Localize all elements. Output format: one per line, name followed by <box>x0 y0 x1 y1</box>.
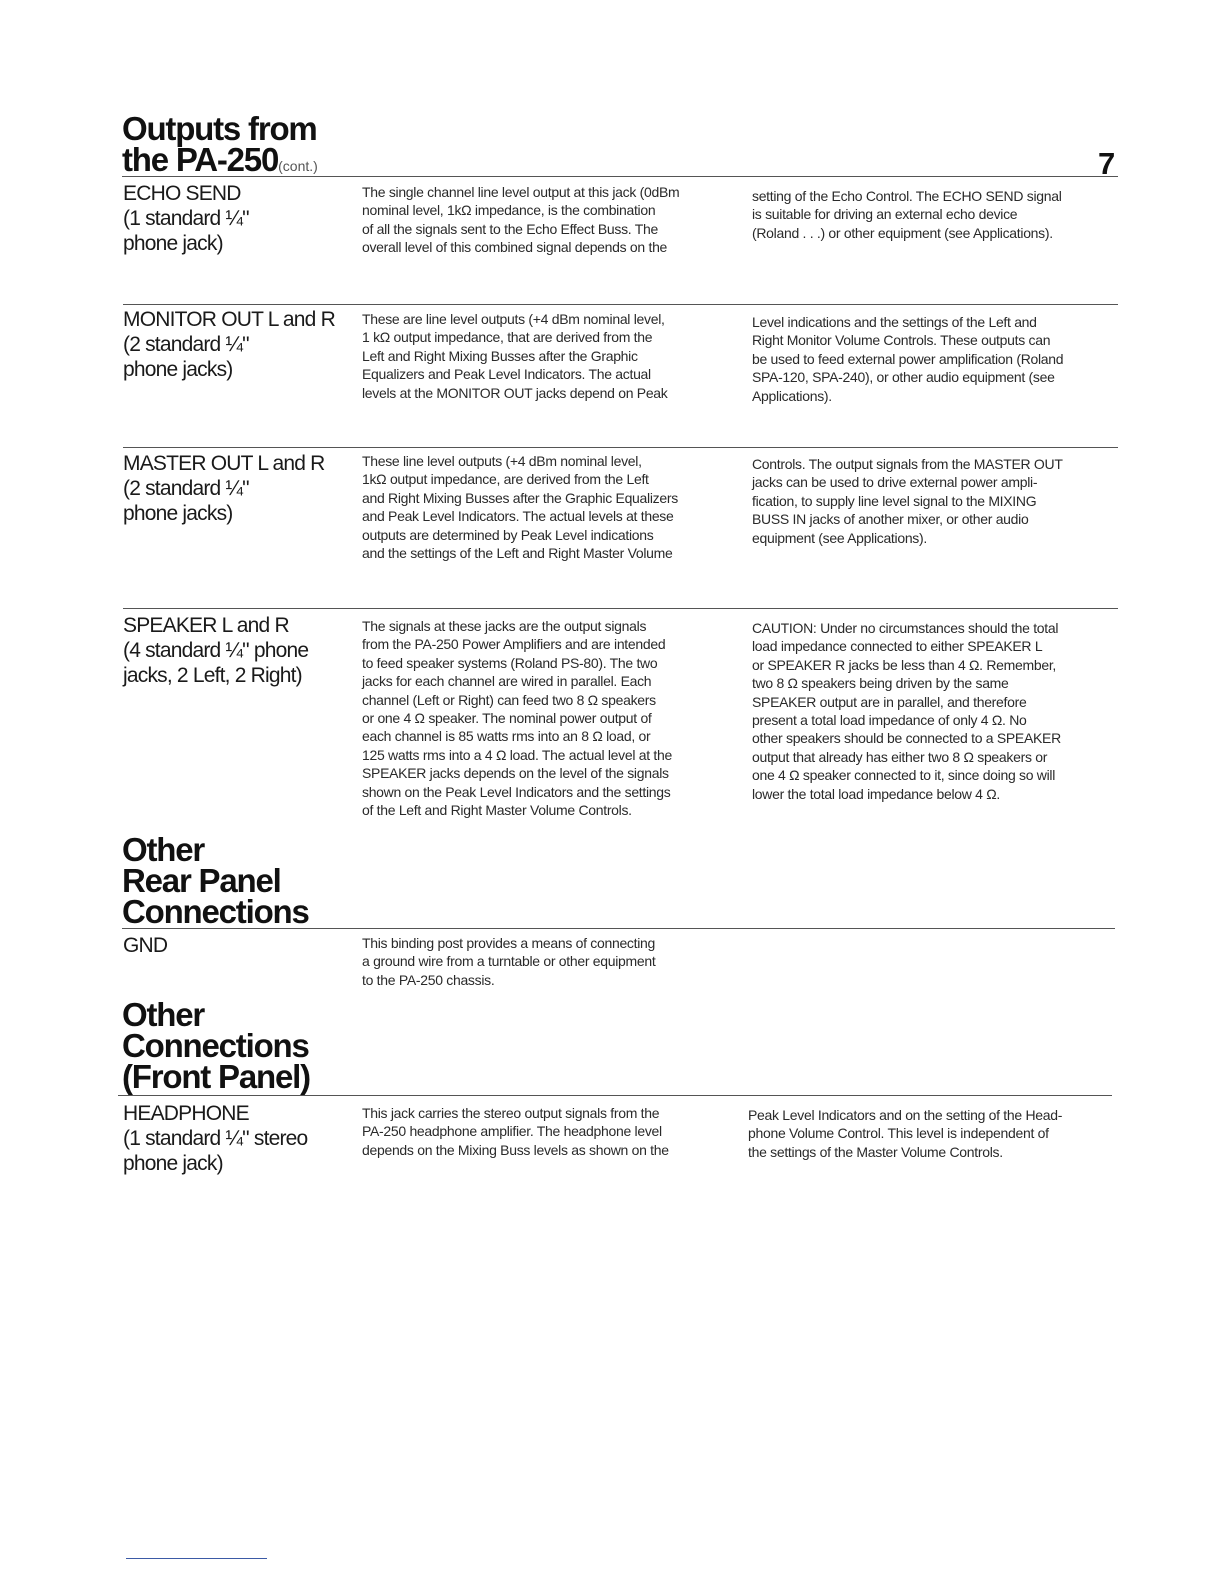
heading-line: Connections <box>122 893 309 930</box>
entry-text-monitor-out-a <box>362 310 668 402</box>
section-heading-other-rear <box>122 831 309 930</box>
text-line: depends on the Mixing Buss levels as shown on the <box>362 1141 669 1158</box>
entry-label-monitor-out <box>123 307 355 382</box>
text-line: Level indications and the settings of the Left and <box>752 314 1037 330</box>
entry-text-speaker-b <box>752 619 1061 803</box>
text-line: of all the signals sent to the Echo Effect Buss. The <box>362 220 658 237</box>
text-line: Equalizers and Peak Level Indicators. The actual <box>362 366 651 383</box>
entry-text-echo-send-a <box>362 183 679 257</box>
text-line: phone Volume Control. This level is independent of <box>748 1125 1049 1142</box>
text-line: nominal level, 1kΩ impedance, is the combination <box>362 202 656 219</box>
text-line: 125 watts rms into a 4 Ω load. The actual level at the <box>362 746 672 763</box>
label-line: MONITOR OUT L and R <box>123 308 335 331</box>
text-line: 1kΩ output impedance, are derived from the Left <box>362 471 649 488</box>
label-line: (2 standard ¼" <box>123 333 249 356</box>
text-line: Controls. The output signals from the MASTER OUT <box>752 456 1063 472</box>
entry-text-echo-send-b <box>752 187 1062 242</box>
text-line: Peak Level Indicators and on the setting of the Head- <box>748 1107 1063 1123</box>
text-line: and Right Mixing Busses after the Graphic Equalizers <box>362 489 678 506</box>
text-line: These are line level outputs (+4 dBm nominal level, <box>362 311 665 327</box>
text-line: 1 kΩ output impedance, that are derived from the <box>362 329 653 346</box>
entry-text-monitor-out-b <box>752 313 1063 405</box>
text-line: outputs are determined by Peak Level indications <box>362 526 654 543</box>
label-line: HEADPHONE <box>123 1102 249 1125</box>
heading-text: the PA-250 <box>122 141 279 178</box>
text-line: or one 4 Ω speaker. The nominal power output of <box>362 710 652 727</box>
text-line: one 4 Ω speaker connected to it, since doing so will <box>752 767 1056 784</box>
section-divider <box>122 928 1115 929</box>
text-line: and Peak Level Indicators. The actual levels at these <box>362 508 674 525</box>
text-line: be used to feed external power amplification (Roland <box>752 350 1064 367</box>
entry-text-headphone-a <box>362 1104 669 1159</box>
text-line: a ground wire from a turntable or other equipment <box>362 953 656 970</box>
entry-label-gnd <box>123 933 355 958</box>
text-line: to the PA-250 chassis. <box>362 971 495 988</box>
text-line: shown on the Peak Level Indicators and the settings <box>362 783 671 800</box>
heading-line: Outputs from <box>122 110 317 147</box>
text-line: two 8 Ω speakers being driven by the same <box>752 675 1009 692</box>
label-line: SPEAKER L and R <box>123 614 289 637</box>
label-line: phone jacks) <box>123 358 233 381</box>
entry-label-master-out <box>123 451 355 526</box>
label-line: (1 standard ¼" <box>123 207 249 230</box>
text-line: CAUTION: Under no circumstances should the total <box>752 620 1059 636</box>
label-line: MASTER OUT L and R <box>123 452 325 475</box>
entry-text-speaker-a <box>362 617 672 819</box>
heading-line: Other <box>122 996 205 1033</box>
text-line: This jack carries the stereo output signals from the <box>362 1105 660 1121</box>
label-line: (1 standard ¼" stereo <box>123 1127 308 1150</box>
text-line: Right Monitor Volume Controls. These outputs can <box>752 332 1051 349</box>
text-line: of the Left and Right Master Volume Controls. <box>362 802 632 819</box>
label-line: GND <box>123 934 168 957</box>
entry-text-headphone-b <box>748 1106 1062 1161</box>
heading-continued-suffix: (cont.) <box>278 158 318 174</box>
text-line: equipment (see Applications). <box>752 529 927 546</box>
text-line: SPEAKER jacks depends on the level of the signals <box>362 765 669 782</box>
text-line: Left and Right Mixing Busses after the Graphic <box>362 347 638 364</box>
entry-divider <box>123 304 1118 305</box>
page-number: 7 <box>1098 146 1116 181</box>
text-line: is suitable for driving an external echo device <box>752 206 1018 223</box>
label-line: phone jacks) <box>123 502 233 525</box>
text-line: and the settings of the Left and Right Master Volume <box>362 545 673 562</box>
entry-divider <box>123 447 1118 448</box>
label-line: phone jack) <box>123 1152 223 1175</box>
text-line: channel (Left or Right) can feed two 8 Ω speakers <box>362 691 656 708</box>
text-line: The single channel line level output at this jack (0dBm <box>362 184 680 200</box>
section-divider <box>122 176 1118 177</box>
entry-text-master-out-a <box>362 452 678 562</box>
text-line: jacks for each channel are wired in parallel. Each <box>362 673 652 690</box>
text-line: The signals at these jacks are the output signals <box>362 618 647 634</box>
heading-line: Other <box>122 831 205 868</box>
text-line: overall level of this combined signal depends on the <box>362 239 668 256</box>
text-line: SPEAKER output are in parallel, and therefore <box>752 693 1027 710</box>
label-line: ECHO SEND <box>123 182 241 205</box>
text-line: (Roland . . .) or other equipment (see Applications). <box>752 224 1053 241</box>
label-line: (4 standard ¼" phone <box>123 639 309 662</box>
label-line: (2 standard ¼" <box>123 477 249 500</box>
section-heading-outputs <box>122 110 318 182</box>
text-line: These line level outputs (+4 dBm nominal level, <box>362 453 642 469</box>
heading-line: Connections <box>122 1027 309 1064</box>
section-divider <box>118 1095 1112 1096</box>
section-heading-other-front <box>122 996 310 1095</box>
text-line: load impedance connected to either SPEAKER L <box>752 638 1043 655</box>
entry-label-echo-send <box>123 181 355 256</box>
text-line: output that already has either two 8 Ω speakers or <box>752 748 1048 765</box>
heading-line: (Front Panel) <box>122 1058 310 1095</box>
text-line: lower the total load impedance below 4 Ω. <box>752 785 1000 802</box>
text-line: This binding post provides a means of connecting <box>362 935 656 951</box>
text-line: fication, to supply line level signal to the MIXING <box>752 492 1037 509</box>
entry-text-gnd <box>362 934 655 989</box>
text-line: SPA-120, SPA-240), or other audio equipment (see <box>752 369 1055 386</box>
text-line: to feed speaker systems (Roland PS-80). The two <box>362 654 658 671</box>
text-line: levels at the MONITOR OUT jacks depend on Peak <box>362 384 668 401</box>
text-line: from the PA-250 Power Amplifiers and are intended <box>362 636 666 653</box>
text-line: other speakers should be connected to a SPEAKER <box>752 730 1061 747</box>
footer-rule <box>126 1558 267 1559</box>
text-line: present a total load impedance of only 4 Ω. No <box>752 712 1027 729</box>
label-line: phone jack) <box>123 232 223 255</box>
text-line: jacks can be used to drive external power ampli- <box>752 474 1038 491</box>
text-line: setting of the Echo Control. The ECHO SEND signal <box>752 188 1062 204</box>
entry-label-speaker <box>123 613 355 688</box>
text-line: the settings of the Master Volume Controls. <box>748 1143 1003 1160</box>
label-line: jacks, 2 Left, 2 Right) <box>123 664 302 687</box>
text-line: each channel is 85 watts rms into an 8 Ω load, or <box>362 728 651 745</box>
entry-text-master-out-b <box>752 455 1063 547</box>
text-line: or SPEAKER R jacks be less than 4 Ω. Remember, <box>752 656 1057 673</box>
text-line: PA-250 headphone amplifier. The headphone level <box>362 1123 662 1140</box>
entry-label-headphone <box>123 1101 355 1176</box>
text-line: Applications). <box>752 387 832 404</box>
heading-line: Rear Panel <box>122 862 281 899</box>
text-line: BUSS IN jacks of another mixer, or other audio <box>752 511 1029 528</box>
entry-divider <box>123 608 1118 609</box>
